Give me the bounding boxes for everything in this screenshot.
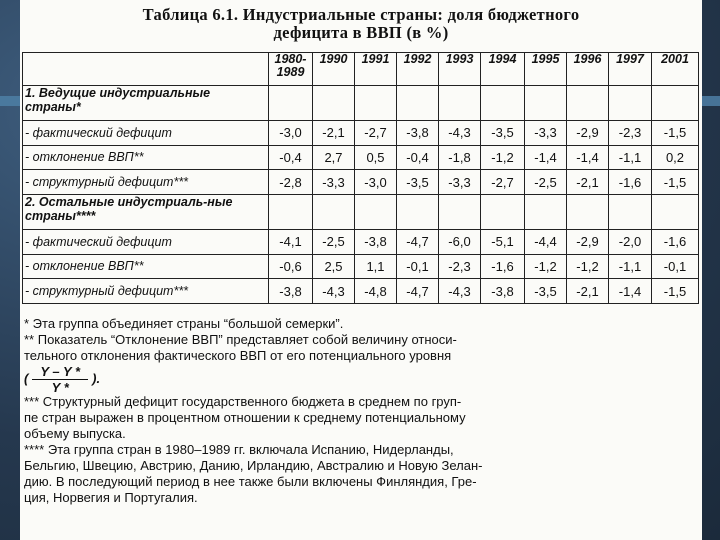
value-cell: -2,5 bbox=[525, 170, 567, 195]
deficit-table bbox=[22, 52, 699, 304]
value-cell: -1,5 bbox=[652, 279, 699, 304]
value-cell: -1,2 bbox=[481, 145, 525, 170]
empty-cell bbox=[652, 85, 699, 120]
value-cell: -3,5 bbox=[481, 120, 525, 145]
footnote-3-line-3: объему выпуска. bbox=[24, 426, 126, 441]
value-cell: -4,8 bbox=[355, 279, 397, 304]
value-cell: -2,5 bbox=[313, 229, 355, 254]
value-cell: -0,4 bbox=[397, 145, 439, 170]
table-row bbox=[23, 145, 699, 170]
value-cell: -3,5 bbox=[525, 279, 567, 304]
title-line-1: Таблица 6.1. Индустриальные страны: доля бюджетного bbox=[142, 5, 580, 24]
empty-cell bbox=[439, 194, 481, 229]
value-cell: -2,0 bbox=[609, 229, 652, 254]
row-label: - отклонение ВВП** bbox=[23, 145, 269, 170]
footnote-3-line-1: *** Структурный дефицит государственного бюджета в среднем по груп- bbox=[24, 394, 462, 409]
section-label: 2. Остальные индустриаль-ные страны**** bbox=[23, 194, 269, 229]
document-page bbox=[20, 0, 702, 540]
value-cell: -1,5 bbox=[652, 120, 699, 145]
value-cell: -4,3 bbox=[439, 279, 481, 304]
value-cell: -2,8 bbox=[269, 170, 313, 195]
header-corner bbox=[23, 53, 269, 86]
formula-open-paren: ( bbox=[24, 371, 29, 386]
row-label: - отклонение ВВП** bbox=[23, 254, 269, 279]
gdp-deviation-formula bbox=[24, 364, 698, 394]
value-cell: -4,4 bbox=[525, 229, 567, 254]
header-year: 1994 bbox=[481, 53, 525, 86]
empty-cell bbox=[313, 194, 355, 229]
value-cell: -2,3 bbox=[609, 120, 652, 145]
empty-cell bbox=[313, 85, 355, 120]
formula-denominator: Y * bbox=[51, 379, 69, 395]
value-cell: 1,1 bbox=[355, 254, 397, 279]
empty-cell bbox=[355, 85, 397, 120]
value-cell: -4,1 bbox=[269, 229, 313, 254]
value-cell: -1,1 bbox=[609, 254, 652, 279]
header-year: 1996 bbox=[567, 53, 609, 86]
value-cell: -3,3 bbox=[439, 170, 481, 195]
value-cell: 2,7 bbox=[313, 145, 355, 170]
header-year: 1980-1989 bbox=[269, 53, 313, 86]
value-cell: -0,4 bbox=[269, 145, 313, 170]
empty-cell bbox=[481, 194, 525, 229]
value-cell: -3,5 bbox=[397, 170, 439, 195]
footnote-4-line-3: дию. В последующий период в нее также были включены Финляндия, Гре- bbox=[24, 474, 477, 489]
header-year: 1997 bbox=[609, 53, 652, 86]
row-label: - структурный дефицит*** bbox=[23, 170, 269, 195]
value-cell: -3,3 bbox=[525, 120, 567, 145]
footnote-4-line-2: Бельгию, Швецию, Австрию, Данию, Ирландию, Австралию и Новую Зелан- bbox=[24, 458, 483, 473]
value-cell: -2,1 bbox=[313, 120, 355, 145]
header-year: 1993 bbox=[439, 53, 481, 86]
value-cell: 0,2 bbox=[652, 145, 699, 170]
value-cell: -2,1 bbox=[567, 170, 609, 195]
value-cell: -2,7 bbox=[481, 170, 525, 195]
empty-cell bbox=[439, 85, 481, 120]
value-cell: -6,0 bbox=[439, 229, 481, 254]
value-cell: 2,5 bbox=[313, 254, 355, 279]
value-cell: -2,7 bbox=[355, 120, 397, 145]
footnote-2-line-1: ** Показатель “Отклонение ВВП” представляет собой величину относи- bbox=[24, 332, 457, 347]
row-label: - фактический дефицит bbox=[23, 120, 269, 145]
empty-cell bbox=[609, 85, 652, 120]
empty-cell bbox=[269, 194, 313, 229]
empty-cell bbox=[567, 194, 609, 229]
empty-cell bbox=[397, 194, 439, 229]
title-line-2: дефицита в ВВП (в %) bbox=[273, 23, 449, 42]
value-cell: -4,3 bbox=[439, 120, 481, 145]
formula-fraction bbox=[32, 364, 88, 395]
value-cell: -3,3 bbox=[313, 170, 355, 195]
value-cell: -2,3 bbox=[439, 254, 481, 279]
table-row bbox=[23, 229, 699, 254]
footnote-2-line-2: тельного отклонения фактического ВВП от его потенциального уровня bbox=[24, 348, 452, 363]
empty-cell bbox=[652, 194, 699, 229]
value-cell: -4,3 bbox=[313, 279, 355, 304]
value-cell: -1,1 bbox=[609, 145, 652, 170]
value-cell: -1,2 bbox=[525, 254, 567, 279]
section-row bbox=[23, 85, 699, 120]
value-cell: 0,5 bbox=[355, 145, 397, 170]
header-year: 2001 bbox=[652, 53, 699, 86]
value-cell: -1,6 bbox=[481, 254, 525, 279]
value-cell: -1,4 bbox=[567, 145, 609, 170]
value-cell: -5,1 bbox=[481, 229, 525, 254]
empty-cell bbox=[481, 85, 525, 120]
value-cell: -2,1 bbox=[567, 279, 609, 304]
empty-cell bbox=[525, 194, 567, 229]
value-cell: -1,6 bbox=[609, 170, 652, 195]
empty-cell bbox=[567, 85, 609, 120]
empty-cell bbox=[609, 194, 652, 229]
footnotes bbox=[24, 316, 698, 506]
value-cell: -3,8 bbox=[481, 279, 525, 304]
value-cell: -2,9 bbox=[567, 120, 609, 145]
value-cell: -4,7 bbox=[397, 279, 439, 304]
value-cell: -0,1 bbox=[397, 254, 439, 279]
table-row bbox=[23, 254, 699, 279]
value-cell: -1,5 bbox=[652, 170, 699, 195]
value-cell: -4,7 bbox=[397, 229, 439, 254]
value-cell: -1,4 bbox=[525, 145, 567, 170]
header-year: 1990 bbox=[313, 53, 355, 86]
header-year: 1995 bbox=[525, 53, 567, 86]
value-cell: -2,9 bbox=[567, 229, 609, 254]
empty-cell bbox=[355, 194, 397, 229]
value-cell: -1,8 bbox=[439, 145, 481, 170]
value-cell: -0,6 bbox=[269, 254, 313, 279]
table-title bbox=[20, 6, 702, 42]
section-label: 1. Ведущие индустриальные страны* bbox=[23, 85, 269, 120]
empty-cell bbox=[525, 85, 567, 120]
header-year: 1992 bbox=[397, 53, 439, 86]
slide-accent-right bbox=[700, 96, 720, 106]
header-row bbox=[23, 53, 699, 86]
table-row bbox=[23, 170, 699, 195]
formula-close-paren: ). bbox=[92, 371, 101, 386]
footnote-1: * Эта группа объединяет страны “большой семерки”. bbox=[24, 316, 344, 331]
row-label: - структурный дефицит*** bbox=[23, 279, 269, 304]
value-cell: -3,8 bbox=[355, 229, 397, 254]
footnote-3-line-2: пе стран выражен в процентном отношении к среднему потенциальному bbox=[24, 410, 466, 425]
formula-numerator: Y – Y * bbox=[32, 364, 88, 380]
table-row bbox=[23, 279, 699, 304]
empty-cell bbox=[397, 85, 439, 120]
value-cell: -3,0 bbox=[355, 170, 397, 195]
value-cell: -3,8 bbox=[269, 279, 313, 304]
value-cell: -3,0 bbox=[269, 120, 313, 145]
footnote-4-line-4: ция, Норвегия и Португалия. bbox=[24, 490, 198, 505]
value-cell: -0,1 bbox=[652, 254, 699, 279]
row-label: - фактический дефицит bbox=[23, 229, 269, 254]
section-row bbox=[23, 194, 699, 229]
table-row bbox=[23, 120, 699, 145]
value-cell: -1,6 bbox=[652, 229, 699, 254]
value-cell: -1,4 bbox=[609, 279, 652, 304]
header-year: 1991 bbox=[355, 53, 397, 86]
empty-cell bbox=[269, 85, 313, 120]
value-cell: -3,8 bbox=[397, 120, 439, 145]
value-cell: -1,2 bbox=[567, 254, 609, 279]
footnote-4-line-1: **** Эта группа стран в 1980–1989 гг. включала Испанию, Нидерланды, bbox=[24, 442, 454, 457]
